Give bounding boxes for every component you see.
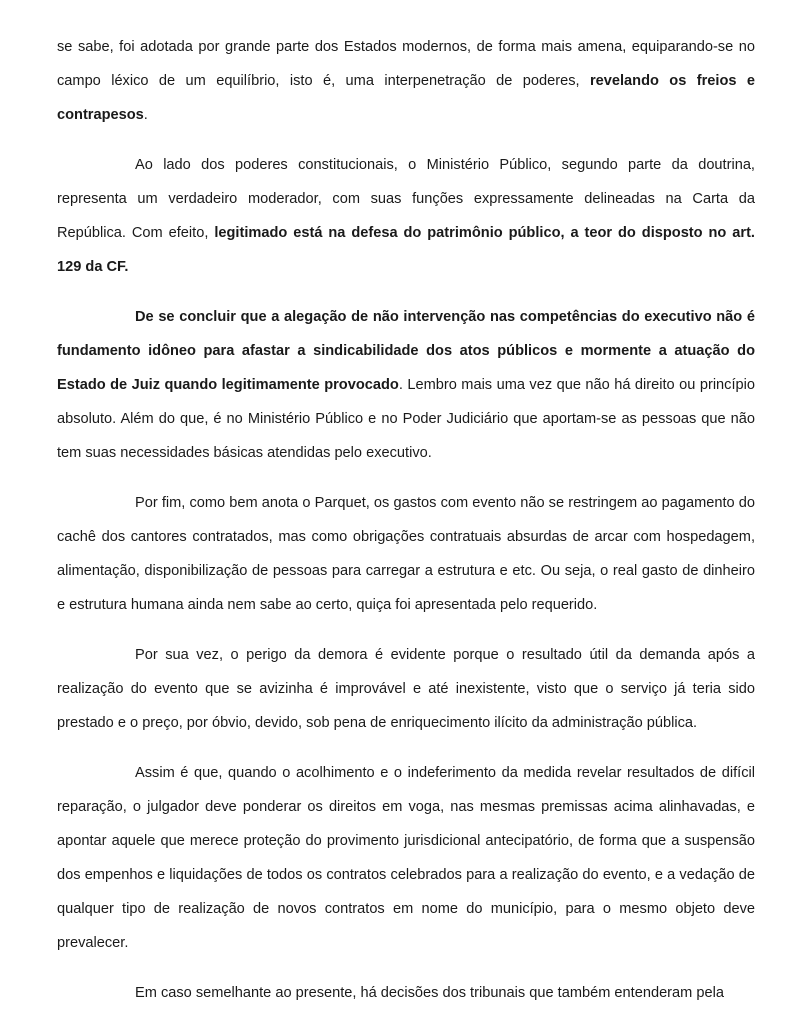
paragraph-5-text: Por sua vez, o perigo da demora é evidente porque o resultado útil da demanda após a realização do evento que se avizinha é improvável e até inexistente, visto que o serviço já teria sido prestado e o preço, por óbvio, devido, sob pena de enriquecimento ilícito da administração pública.	[57, 647, 755, 731]
paragraph-2-text: Ao lado dos poderes constitucionais, o Ministério Público, segundo parte da doutrina, representa um verdadeiro moderador, com suas funções expressamente delineadas na Carta da República. Com efeito,	[57, 157, 755, 241]
paragraph-3	[57, 300, 755, 470]
paragraph-2	[57, 148, 755, 284]
paragraph-5	[57, 638, 755, 740]
paragraph-4	[57, 486, 755, 622]
paragraph-6-text: Assim é que, quando o acolhimento e o indeferimento da medida revelar resultados de difícil reparação, o julgador deve ponderar os direitos em voga, nas mesmas premissas acima alinhavadas, e apontar aquele que merece proteção do provimento jurisdicional antecipatório, de forma que a suspensão dos empenhos e liquidações de todos os contratos celebrados para a realização do evento, e a vedação de qualquer tipo de realização de novos contratos em nome do município, para o mesmo objeto deve prevalecer.	[57, 765, 755, 951]
paragraph-2-bold: legitimado está na defesa do patrimônio público, a teor do disposto no art. 129 da CF.	[57, 225, 755, 275]
paragraph-6	[57, 756, 755, 960]
paragraph-7-text: Em caso semelhante ao presente, há decisões dos tribunais que também entenderam pela	[135, 985, 724, 1001]
paragraph-3-bold: De se concluir que a alegação de não intervenção nas competências do executivo não é fundamento idôneo para afastar a sindicabilidade dos atos públicos e mormente a atuação do Estado de Juiz quando legitimamente provocado	[57, 309, 755, 393]
paragraph-4-text: Por fim, como bem anota o Parquet, os gastos com evento não se restringem ao pagamento do cachê dos cantores contratados, mas como obrigações contratuais absurdas de arcar com hospedagem, alimentação, disponibilização de pessoas para carregar a estrutura e etc. Ou seja, o real gasto de dinheiro e estrutura humana ainda nem sabe ao certo, quiça foi apresentada pelo requerido.	[57, 495, 755, 613]
paragraph-1-end: .	[143, 107, 148, 123]
paragraph-1	[57, 30, 755, 132]
paragraph-3-text: . Lembro mais uma vez que não há direito ou princípio absoluto. Além do que, é no Ministério Público e no Poder Judiciário que aportam-se as pessoas que não tem suas necessidades básicas atendidas pelo executivo.	[57, 377, 755, 461]
paragraph-1-text: se sabe, foi adotada por grande parte dos Estados modernos, de forma mais amena, equiparando-se no campo léxico de um equilíbrio, isto é, uma interpenetração de poderes,	[57, 39, 755, 89]
paragraph-1-bold: revelando os freios e contrapesos	[57, 73, 755, 123]
paragraph-7	[57, 976, 755, 1010]
